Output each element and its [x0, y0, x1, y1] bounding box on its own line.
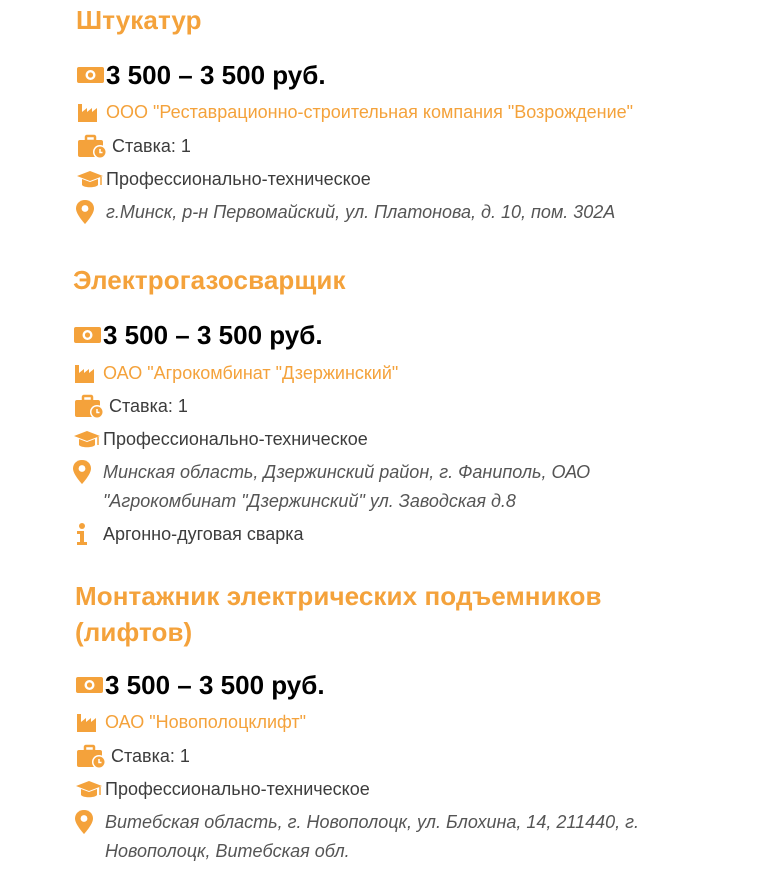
- briefcase-clock-icon: [76, 134, 108, 160]
- salary-value: 3 500 – 3 500 руб.: [106, 60, 326, 90]
- factory-icon: [75, 710, 99, 734]
- address-value: [105, 808, 639, 866]
- company-row: [73, 361, 398, 385]
- salary-row: [75, 670, 325, 700]
- salary-row: [73, 320, 323, 350]
- money-icon: [73, 324, 103, 346]
- rate-row: [73, 394, 188, 420]
- address-value: г.Минск, р-н Первомайский, ул. Платонова, д. 10, пом. 302А: [106, 202, 616, 222]
- rate-value: Ставка: 1: [112, 136, 191, 156]
- company-row: [75, 710, 306, 734]
- rate-value: Ставка: 1: [109, 396, 188, 416]
- address-line: "Агрокомбинат "Дзержинский" ул. Заводская д.8: [103, 491, 516, 511]
- job-title-line: (лифтов): [75, 617, 193, 647]
- info-icon: [73, 522, 91, 546]
- briefcase-clock-icon: [75, 744, 107, 770]
- factory-icon: [73, 361, 97, 385]
- company-link[interactable]: ОАО "Новополоцклифт": [105, 712, 307, 732]
- address-row: [75, 808, 639, 866]
- education-value: Профессионально-техническое: [106, 169, 371, 189]
- address-line: Витебская область, г. Новополоцк, ул. Блохина, 14, 211440, г.: [105, 812, 640, 832]
- education-value: Профессионально-техническое: [103, 429, 368, 449]
- location-pin-icon: [73, 460, 91, 484]
- location-pin-icon: [76, 200, 94, 224]
- info-row: [73, 522, 304, 546]
- job-title[interactable]: Электрогазосварщик: [73, 265, 346, 295]
- company-link[interactable]: ОАО "Агрокомбинат "Дзержинский": [103, 363, 399, 383]
- graduation-cap-icon: [73, 429, 103, 451]
- education-row: [73, 427, 368, 451]
- job-title[interactable]: [75, 578, 602, 650]
- salary-row: [76, 60, 326, 90]
- graduation-cap-icon: [76, 169, 106, 191]
- education-value: Профессионально-техническое: [105, 779, 370, 799]
- briefcase-clock-icon: [73, 394, 105, 420]
- location-pin-icon: [75, 810, 93, 834]
- salary-value: 3 500 – 3 500 руб.: [105, 670, 325, 700]
- rate-row: [76, 134, 191, 160]
- rate-value: Ставка: 1: [111, 746, 190, 766]
- job-title[interactable]: Штукатур: [76, 5, 202, 35]
- address-line: Новополоцк, Витебская обл.: [105, 841, 350, 861]
- address-value: [103, 458, 590, 516]
- job-title-line: Монтажник электрических подъемников: [75, 581, 602, 611]
- rate-row: [75, 744, 190, 770]
- graduation-cap-icon: [75, 779, 105, 801]
- company-link[interactable]: ООО "Реставрационно-строительная компания "Возрождение": [106, 102, 634, 122]
- address-line: Минская область, Дзержинский район, г. Фаниполь, ОАО: [103, 462, 591, 482]
- factory-icon: [76, 100, 100, 124]
- info-value: Аргонно-дуговая сварка: [103, 524, 304, 544]
- money-icon: [76, 64, 106, 86]
- address-row: [73, 458, 590, 516]
- address-row: [76, 198, 615, 227]
- salary-value: 3 500 – 3 500 руб.: [103, 320, 323, 350]
- education-row: [75, 777, 370, 801]
- money-icon: [75, 674, 105, 696]
- education-row: [76, 167, 371, 191]
- company-row: [76, 100, 633, 124]
